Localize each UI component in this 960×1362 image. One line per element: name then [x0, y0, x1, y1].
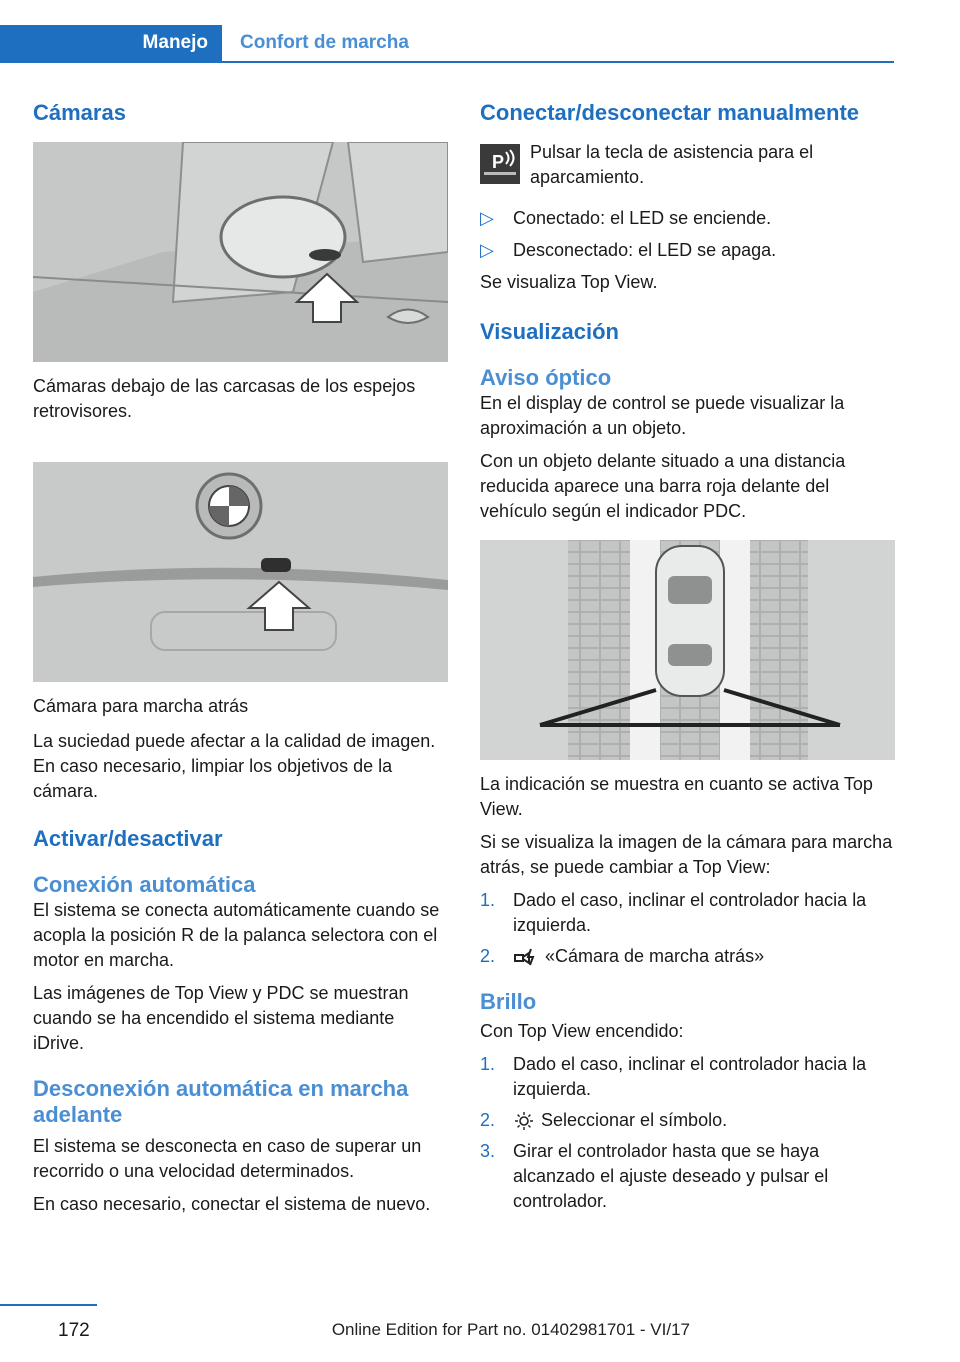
para-desconexion-1: El sistema se desconecta en caso de superar un recorrido o una velocidad determinados. — [33, 1136, 422, 1181]
header-rule — [0, 61, 894, 63]
para-camara: Si se visualiza la imagen de la cámara para marcha atrás, se puede cambiar a Top View: — [480, 832, 893, 877]
para-se-visualiza: Se visualiza Top View. — [480, 272, 658, 292]
tab-confort-de-marcha[interactable]: Confort de marcha — [240, 32, 409, 53]
list-item: 1. Dado el caso, inclinar el controlador hacia la izquierda. — [480, 1054, 867, 1099]
subtitle-aviso-optico: Aviso óptico — [480, 365, 612, 390]
triangle-bullet-icon: ▷ — [480, 240, 494, 260]
triangle-bullet-icon: ▷ — [480, 208, 494, 228]
para-aviso-1: En el display de control se puede visualizar la aproximación a un objeto. — [480, 393, 845, 438]
subtitle-conexion-automatica: Conexión automática — [33, 872, 256, 897]
section-title-camaras: Cámaras — [33, 100, 126, 125]
para-suciedad: La suciedad puede afectar a la calidad de imagen. En caso necesario, limpiar los objetivos de la cámara. — [33, 731, 436, 801]
section-title-visualizacion: Visualización — [480, 319, 619, 344]
list-item: 3. Girar el controlador hasta que se haya alcanzado el ajuste deseado y pulsar el controlador. — [480, 1141, 829, 1211]
park-assist-block — [480, 140, 895, 194]
park-assist-button-icon — [480, 144, 520, 184]
svg-text:P: P — [492, 152, 505, 172]
left-column — [33, 98, 448, 1217]
para-pulsar: Pulsar la tecla de asistencia para el aparcamiento. — [530, 142, 814, 187]
top-view-drawing — [480, 540, 895, 760]
para-con-topview: Con Top View encendido: — [480, 1021, 684, 1041]
list-item: 1. Dado el caso, inclinar el controlador hacia la izquierda. — [480, 890, 867, 935]
subtitle-desconexion: Desconexión automática en marcha adelante — [33, 1076, 409, 1127]
brightness-icon — [513, 1111, 535, 1131]
para-aviso-2: Con un objeto delante situado a una distancia reducida aparece una barra roja delante del vehículo según el indicador PDC. — [480, 451, 846, 521]
section-title-activar: Activar/desactivar — [33, 826, 223, 851]
para-conexion-1: El sistema se conecta automáticamente cuando se acopla la posición R de la palanca selectora con el motor en marcha. — [33, 900, 440, 970]
caption-rear-camera: Cámara para marcha atrás — [33, 696, 249, 716]
page-header — [0, 25, 894, 63]
footer-rule — [0, 1304, 97, 1306]
list-item: ▷ Conectado: el LED se enciende. — [480, 206, 895, 231]
led-status-list — [480, 206, 895, 263]
list-item: ▷ Desconectado: el LED se apaga. — [480, 238, 895, 263]
edition-note: Online Edition for Part no. 01402981701 - VI/17 — [331, 1320, 690, 1339]
list-item: 2. «Cámara de marcha atrás» — [480, 946, 765, 966]
rear-camera-illustration — [33, 462, 448, 682]
rear-camera-icon — [513, 947, 539, 967]
rear-camera-drawing — [33, 462, 448, 682]
para-conexion-2: Las imágenes de Top View y PDC se muestran cuando se ha encendido el sistema mediante iDrive. — [33, 983, 409, 1053]
section-title-conectar: Conectar/desconectar manualmente — [480, 100, 860, 125]
top-view-illustration — [480, 540, 895, 760]
list-item: 2. Seleccionar el símbolo. — [480, 1110, 728, 1130]
caption-top-view: La indicación se muestra en cuanto se activa Top View. — [480, 774, 873, 819]
caption-mirror-cameras: Cámaras debajo de las carcasas de los espejos retrovisores. — [33, 376, 416, 421]
steps-brillo-list — [480, 1052, 895, 1214]
page-number: 172 — [58, 1320, 90, 1341]
subtitle-brillo: Brillo — [480, 989, 537, 1014]
tab-manejo[interactable]: Manejo — [0, 25, 222, 61]
right-column — [480, 98, 895, 1214]
mirror-camera-drawing — [33, 142, 448, 362]
steps-camera-list — [480, 888, 895, 969]
para-desconexion-2: En caso necesario, conectar el sistema de nuevo. — [33, 1194, 431, 1214]
mirror-camera-illustration — [33, 142, 448, 362]
